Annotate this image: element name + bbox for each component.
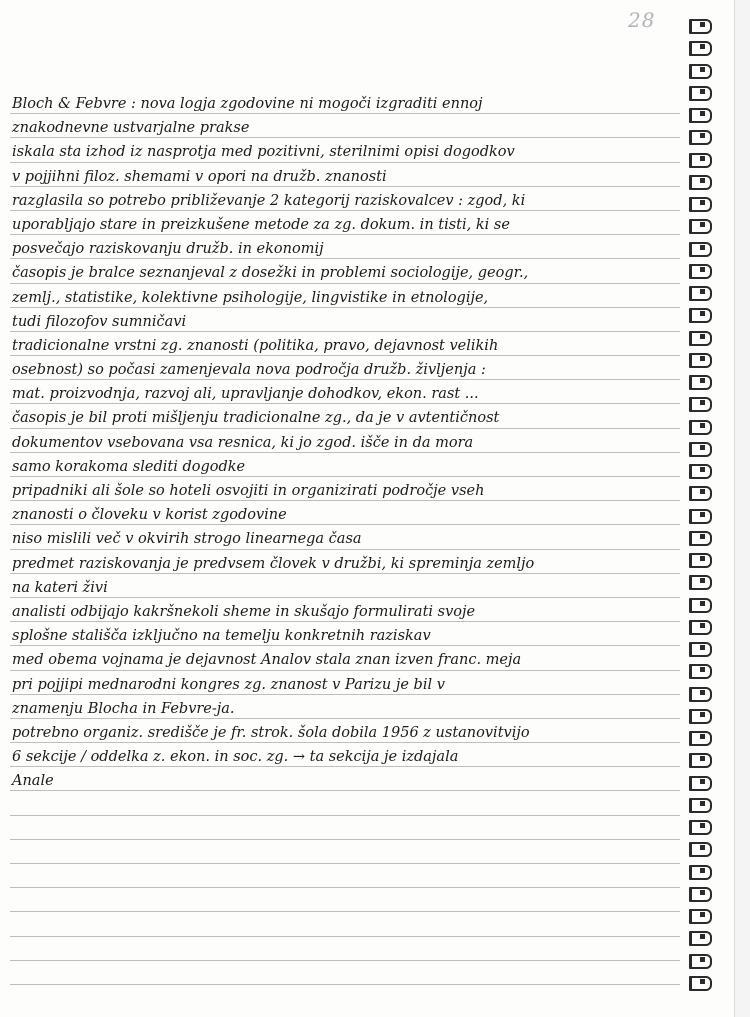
spiral-ring — [686, 659, 726, 681]
spiral-ring — [686, 526, 726, 548]
note-text: 6 sekcije / oddelka z. ekon. in soc. zg. → ta sekcija je izdajala — [12, 749, 459, 766]
spiral-ring — [686, 348, 726, 370]
spiral-ring — [686, 125, 726, 147]
note-text: v pojjihni filoz. shemami v opori na družb. znanosti — [12, 168, 387, 185]
note-text: predmet raziskovanja je predvsem človek v družbi, ki spreminja zemljo — [10, 552, 534, 576]
note-text: zemlj., statistike, kolektivne psihologije, lingvistike in etnologije, — [12, 289, 489, 306]
note-line — [10, 697, 680, 721]
spiral-ring — [686, 860, 726, 882]
handwritten-notes — [10, 92, 680, 987]
page-edge — [734, 0, 750, 1017]
note-line — [10, 648, 680, 672]
note-text: splošne stališča izključno na temelju konkretnih raziskav — [12, 628, 431, 645]
note-line — [10, 455, 680, 479]
spiral-ring — [686, 637, 726, 659]
note-line — [10, 963, 680, 987]
spiral-ring — [686, 281, 726, 303]
note-text: časopis je bil proti mišljenju tradicionalne zg., da je v avtentičnost — [12, 410, 500, 427]
spiral-ring — [686, 214, 726, 236]
note-text: analisti odbijajo kakršnekoli sheme in skušajo formulirati svoje — [12, 603, 476, 620]
note-text: razglasila so potrebo približevanje 2 kategorij raziskovalcev : zgod, ki — [12, 192, 526, 209]
spiral-ring — [686, 748, 726, 770]
note-text: potrebno organiz. središče je fr. strok. šola dobila 1956 z ustanovitvijo — [12, 724, 530, 741]
spiral-ring — [686, 837, 726, 859]
note-line — [10, 793, 680, 817]
spiral-ring — [686, 504, 726, 526]
spiral-ring — [686, 170, 726, 192]
spiral-ring — [686, 815, 726, 837]
spiral-ring — [686, 192, 726, 214]
ruled-line — [10, 790, 680, 791]
spiral-ring — [686, 237, 726, 259]
note-line — [10, 624, 680, 648]
spiral-ring — [686, 459, 726, 481]
spiral-ring — [686, 437, 726, 459]
ruled-line — [10, 984, 680, 985]
note-line — [10, 382, 680, 406]
note-line — [10, 600, 680, 624]
spiral-ring — [686, 303, 726, 325]
note-line — [10, 213, 680, 237]
note-text: samo korakoma slediti dogodke — [12, 458, 246, 475]
spiral-ring — [686, 593, 726, 615]
note-line — [10, 286, 680, 310]
spiral-ring — [686, 971, 726, 993]
ruled-line — [10, 936, 680, 937]
note-text: pri pojjipi mednarodni kongres zg. znanost v Parizu je bil v — [12, 676, 445, 693]
note-line — [10, 914, 680, 938]
note-line — [10, 745, 680, 769]
spiral-ring — [686, 926, 726, 948]
note-text: med obema vojnama je dejavnost Analov stala znan izven franc. meja — [12, 652, 522, 669]
ruled-line — [10, 863, 680, 864]
note-text: posvečajo raziskovanju družb. in ekonomij — [12, 241, 324, 258]
note-line — [10, 769, 680, 793]
page-number: 28 — [628, 8, 656, 32]
note-line — [10, 503, 680, 527]
note-text: na kateri živi — [12, 579, 108, 596]
note-line — [10, 721, 680, 745]
note-line — [10, 310, 680, 334]
note-line — [10, 890, 680, 914]
ruled-line — [10, 887, 680, 888]
note-text: uporabljajo stare in preizkušene metode za zg. dokum. in tisti, ki se — [12, 216, 510, 233]
spiral-ring — [686, 259, 726, 281]
note-text: tudi filozofov sumničavi — [12, 313, 187, 330]
note-line — [10, 334, 680, 358]
note-line — [10, 552, 680, 576]
spiral-ring — [686, 326, 726, 348]
note-line — [10, 527, 680, 551]
spiral-ring — [686, 81, 726, 103]
ruled-line — [10, 597, 680, 598]
spiral-binding — [686, 14, 726, 993]
spiral-ring — [686, 103, 726, 125]
note-text: pripadniki ali šole so hoteli osvojiti in organizirati področje vseh — [12, 483, 485, 499]
note-line — [10, 116, 680, 140]
ruled-line — [10, 911, 680, 912]
spiral-ring — [686, 726, 726, 748]
note-line — [10, 140, 680, 164]
spiral-ring — [686, 548, 726, 570]
note-text: dokumentov vsebovana vsa resnica, ki jo zgod. išče in da mora — [12, 434, 474, 451]
spiral-ring — [686, 392, 726, 414]
note-text: znakodnevne ustvarjalne prakse — [12, 120, 250, 137]
note-line — [10, 673, 680, 697]
note-text: časopis je bralce seznanjeval z dosežki in problemi sociologije, geogr., — [12, 265, 529, 282]
ruled-line — [10, 960, 680, 961]
note-text: znanosti o človeku v korist zgodovine — [12, 507, 287, 524]
note-line — [10, 866, 680, 890]
note-line — [10, 479, 680, 503]
spiral-ring — [686, 59, 726, 81]
note-line — [10, 939, 680, 963]
note-line — [10, 165, 680, 189]
note-line — [10, 406, 680, 430]
spiral-ring — [686, 704, 726, 726]
spiral-ring — [686, 481, 726, 503]
note-text: znamenju Blocha in Febvre-ja. — [12, 700, 235, 717]
spiral-ring — [686, 36, 726, 58]
spiral-ring — [686, 570, 726, 592]
spiral-ring — [686, 14, 726, 36]
note-line — [10, 189, 680, 213]
note-line — [10, 358, 680, 382]
note-line — [10, 818, 680, 842]
note-text: osebnost) so počasi zamenjevala nova področja družb. življenja : — [10, 358, 486, 382]
note-line — [10, 431, 680, 455]
spiral-ring — [686, 415, 726, 437]
note-text: niso mislili več v okvirih strogo linearnega časa — [12, 531, 362, 548]
note-line — [10, 261, 680, 285]
note-line — [10, 576, 680, 600]
spiral-ring — [686, 793, 726, 815]
spiral-ring — [686, 148, 726, 170]
ruled-line — [10, 815, 680, 816]
note-text: iskala sta izhod iz nasprotja med pozitivni, sterilnimi opisi dogodkov — [12, 144, 515, 161]
spiral-ring — [686, 682, 726, 704]
note-text: Anale — [12, 773, 54, 790]
spiral-ring — [686, 771, 726, 793]
spiral-ring — [686, 615, 726, 637]
spiral-ring — [686, 904, 726, 926]
note-line — [10, 92, 680, 116]
spiral-ring — [686, 370, 726, 392]
note-text: Bloch & Febvre : nova logja zgodovine ni mogoči izgraditi ennoj — [12, 96, 483, 112]
spiral-ring — [686, 949, 726, 971]
note-text: mat. proizvodnja, razvoj ali, upravljanje dohodkov, ekon. rast ... — [10, 382, 479, 406]
note-line — [10, 237, 680, 261]
spiral-ring — [686, 882, 726, 904]
note-line — [10, 842, 680, 866]
note-text: tradicionalne vrstni zg. znanosti (politika, pravo, dejavnost velikih — [10, 334, 498, 358]
ruled-line — [10, 839, 680, 840]
